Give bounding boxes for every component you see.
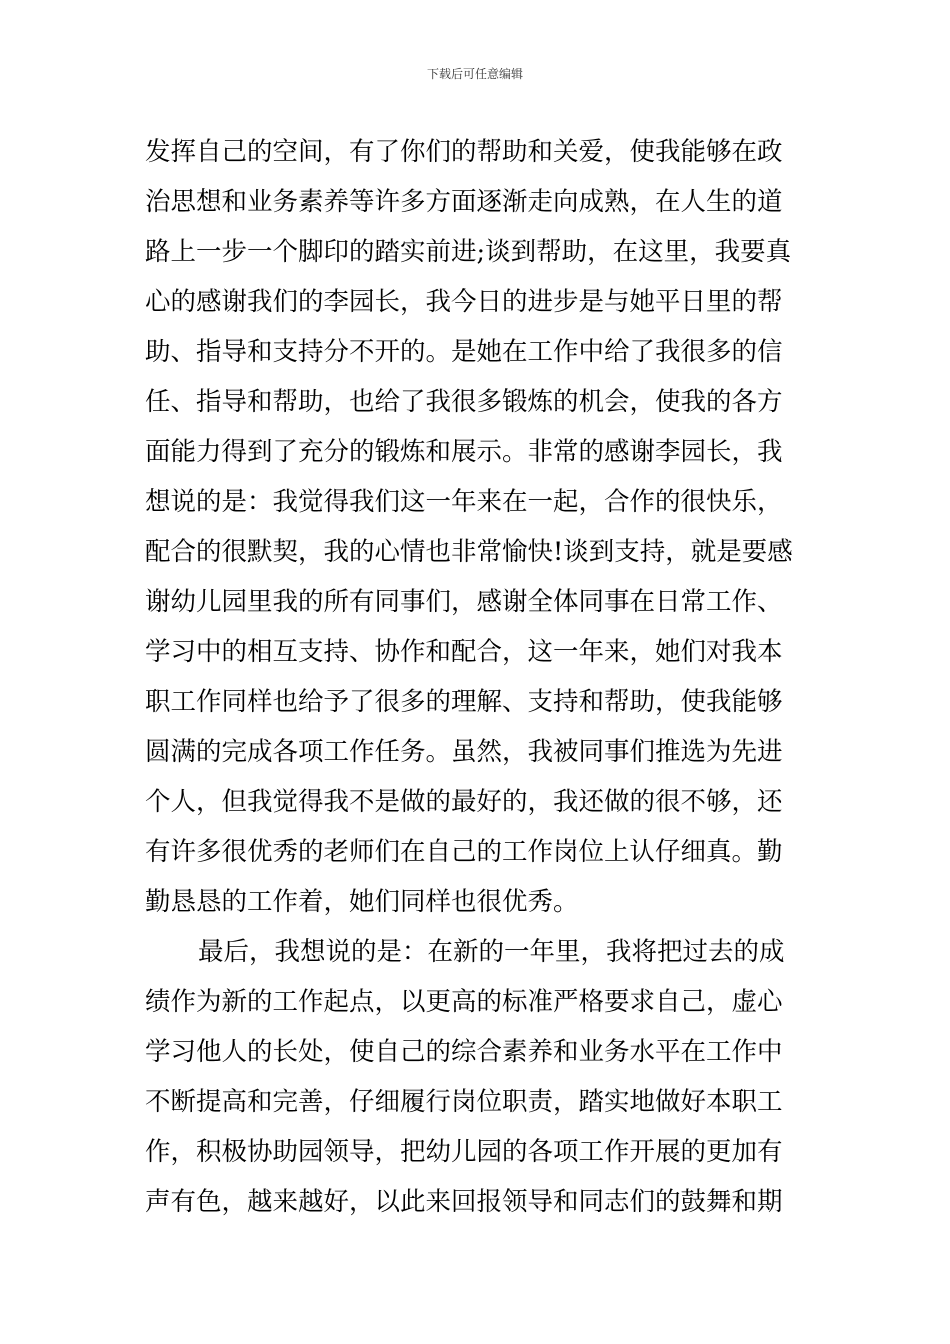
text-line: 治思想和业务素养等许多方面逐渐走向成熟，在人生的道	[145, 187, 783, 217]
text-line: 不断提高和完善，仔细履行岗位职责，踏实地做好本职工	[145, 1087, 783, 1117]
text-line: 任、指导和帮助，也给了我很多锻炼的机会，使我的各方	[145, 387, 783, 417]
page-header: 下载后可任意编辑	[426, 67, 523, 81]
text-line: 助、指导和支持分不开的。是她在工作中给了我很多的信	[145, 337, 783, 367]
text-line: 绩作为新的工作起点，以更高的标准严格要求自己，虚心	[145, 987, 783, 1017]
text-line: 声有色，越来越好，以此来回报领导和同志们的鼓舞和期	[145, 1187, 783, 1217]
text-line: 面能力得到了充分的锻炼和展示。非常的感谢李园长，我	[145, 437, 783, 467]
text-line: 勤恳恳的工作着，她们同样也很优秀。	[145, 887, 579, 917]
text-line: 路上一步一个脚印的踏实前进;谈到帮助，在这里，我要真	[145, 237, 792, 267]
text-line: 配合的很默契，我的心情也非常愉快!谈到支持，就是要感	[145, 537, 793, 567]
text-line: 想说的是：我觉得我们这一年来在一起，合作的很快乐，	[145, 487, 783, 517]
body-text	[145, 127, 810, 1227]
text-line: 发挥自己的空间，有了你们的帮助和关爱，使我能够在政	[145, 137, 783, 167]
text-line: 个人，但我觉得我不是做的最好的，我还做的很不够，还	[145, 787, 783, 817]
text-line: 职工作同样也给予了很多的理解、支持和帮助，使我能够	[145, 687, 783, 717]
text-line: 学习中的相互支持、协作和配合，这一年来，她们对我本	[145, 637, 783, 667]
text-line: 有许多很优秀的老师们在自己的工作岗位上认仔细真。勤	[145, 837, 783, 867]
text-line: 学习他人的长处，使自己的综合素养和业务水平在工作中	[145, 1037, 783, 1067]
text-line: 圆满的完成各项工作任务。虽然，我被同事们推选为先进	[145, 737, 783, 767]
text-line: 谢幼儿园里我的所有同事们，感谢全体同事在日常工作、	[145, 587, 783, 617]
text-line: 作，积极协助园领导，把幼儿园的各项工作开展的更加有	[145, 1137, 783, 1167]
text-line: 心的感谢我们的李园长，我今日的进步是与她平日里的帮	[145, 287, 783, 317]
paragraph-start-line: 最后，我想说的是：在新的一年里，我将把过去的成	[198, 937, 785, 967]
